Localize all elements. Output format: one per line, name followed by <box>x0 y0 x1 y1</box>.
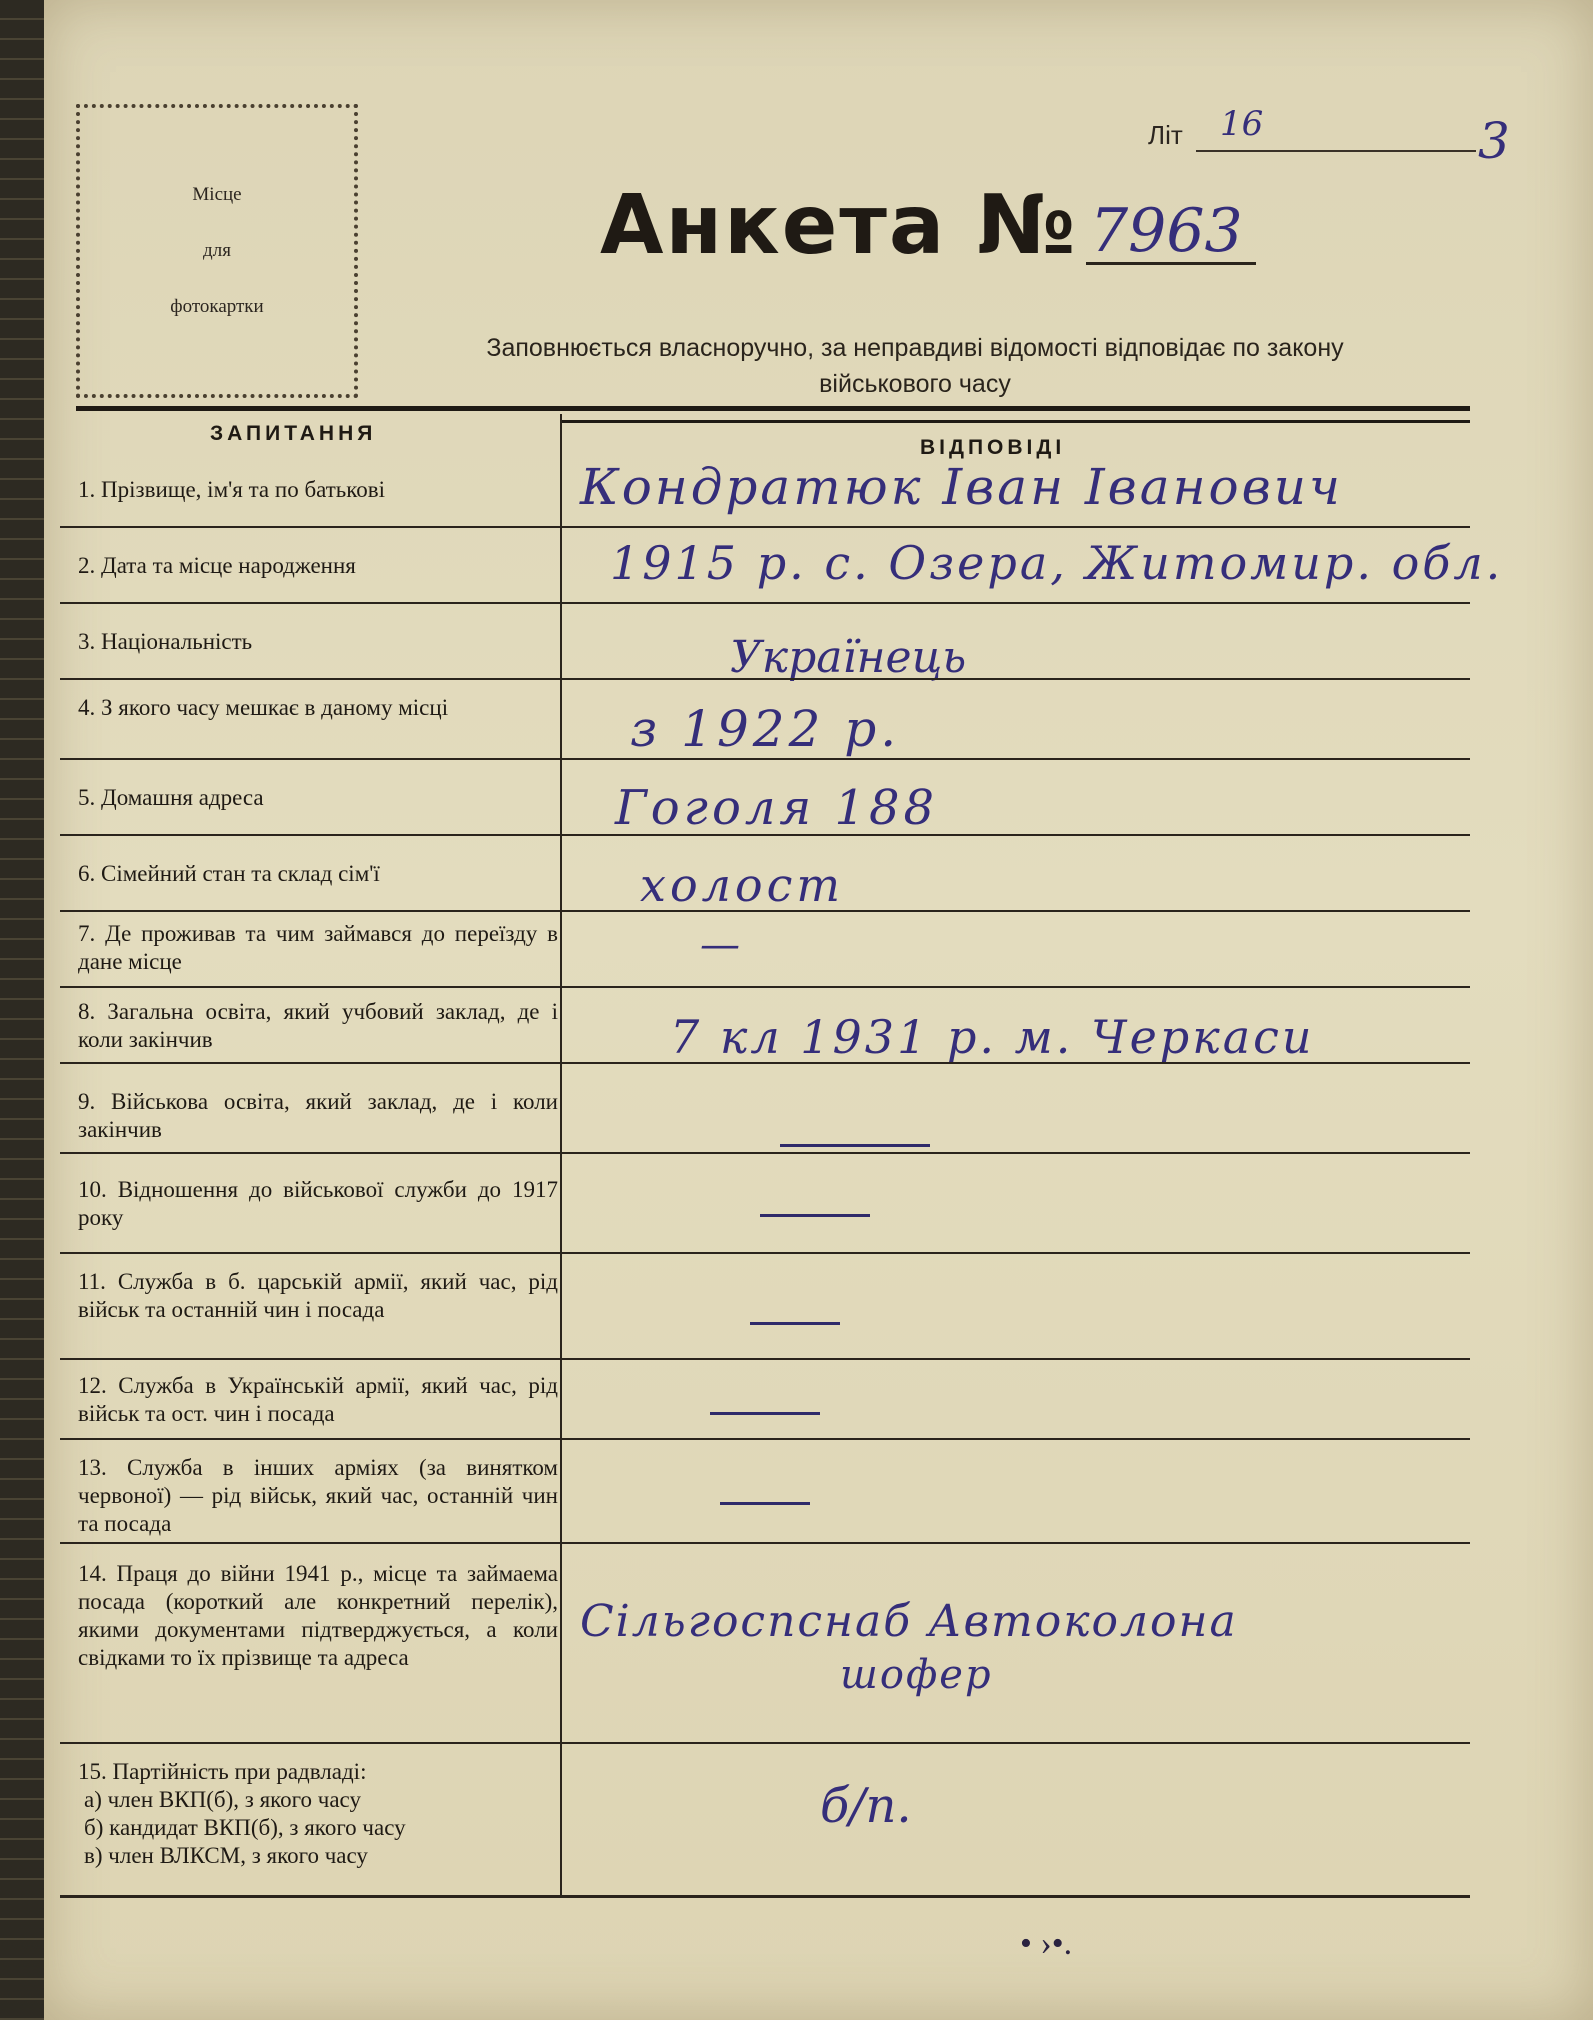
answer-residence-since: з 1922 р. <box>630 700 901 758</box>
lit-label: Літ <box>1148 120 1183 150</box>
page-title: Анкета № <box>600 178 1078 273</box>
table-row-2 <box>60 528 1504 604</box>
form-number-underline <box>1086 262 1256 265</box>
answer-blank-dash <box>760 1214 870 1217</box>
question-6: 6. Сімейний стан та склад сім'ї <box>78 861 380 886</box>
lit-underline <box>1196 150 1476 152</box>
answer-address: Гоголя 188 <box>615 780 939 836</box>
table-row-9 <box>60 1064 1470 1154</box>
answer-birth: 1915 р. с. Озера, Житомир. обл. <box>610 536 1504 590</box>
question-4: 4. З якого часу мешкає в даному місці <box>78 695 449 720</box>
table-row-11 <box>60 1254 1470 1360</box>
answer-name: Кондратюк Іван Іванович <box>580 458 1344 516</box>
answer-party: б/п. <box>820 1778 912 1834</box>
column-header-questions: ЗАПИТАННЯ <box>210 422 377 445</box>
answer-blank-dash <box>750 1322 840 1325</box>
answer-education: 7 кл 1931 р. м. Черкаси <box>670 1010 1315 1064</box>
question-15-b: б) кандидат ВКП(б), з якого часу <box>84 1815 406 1840</box>
question-1: 1. Прізвище, ім'я та по батькові <box>78 477 386 502</box>
table-row-6 <box>60 836 1470 912</box>
answer-previous-residence: — <box>700 922 740 968</box>
question-9: 9. Військова освіта, який заклад, де і коли закінчив <box>78 1089 558 1142</box>
lit-value: 16 <box>1220 104 1264 144</box>
question-5: 5. Домашня адреса <box>78 785 264 810</box>
question-11: 11. Служба в б. царській армії, який час, рід військ та останній чин і посада <box>78 1269 558 1322</box>
binder-edge <box>0 0 44 2020</box>
question-14: 14. Праця до війни 1941 р., місце та займаема посада (короткий але конкретний перелік), якими документами підтверджується, а коли свідками то їх прізвище та адреса <box>78 1561 558 1670</box>
ink-smudge: • ›•. <box>1020 1925 1073 1962</box>
question-15-title: 15. Партійність при радвладі: <box>78 1759 367 1784</box>
corner-number: 3 <box>1478 112 1510 170</box>
form-number: 7963 <box>1090 196 1243 266</box>
table-row-3 <box>60 604 1470 683</box>
question-15-c: в) член ВЛКСМ, з якого часу <box>84 1843 368 1868</box>
answer-blank-dash <box>720 1502 810 1505</box>
subtitle <box>380 330 1450 402</box>
table-row-8 <box>60 988 1470 1064</box>
table-row-7 <box>60 912 1470 988</box>
question-15 <box>78 1758 558 1870</box>
row-rule <box>60 1895 1470 1898</box>
question-12: 12. Служба в Українській армії, який час, рід військ та ост. чин і посада <box>78 1373 558 1426</box>
photo-label-1: Місце <box>192 184 242 205</box>
table-row-15 <box>60 1744 1470 1898</box>
question-15-a: а) член ВКП(б), з якого часу <box>84 1787 361 1812</box>
answer-marital: холост <box>640 858 845 912</box>
table-row-5 <box>60 760 1470 836</box>
question-2: 2. Дата та місце народження <box>78 553 356 578</box>
answer-nationality: Українець <box>730 632 967 683</box>
subtitle-line-2: військового часу <box>819 370 1011 398</box>
table-row-13 <box>60 1440 1470 1544</box>
subtitle-line-1: Заповнюється власноручно, за неправдиві відомості відповідає по закону <box>486 334 1344 362</box>
column-header-answers: ВІДПОВІДІ <box>920 436 1066 459</box>
header-rule-answers <box>560 420 1470 423</box>
answer-work: Сільгоспснаб Автоколона <box>580 1596 1238 1647</box>
table-row-12 <box>60 1360 1470 1440</box>
photo-label-2: для <box>203 240 231 261</box>
question-3: 3. Національність <box>78 629 253 654</box>
answer-blank-dash <box>780 1144 930 1147</box>
header-rule-top <box>76 406 1470 411</box>
table-row-1 <box>60 452 1470 528</box>
question-10: 10. Відношення до військової служби до 1917 року <box>78 1177 558 1230</box>
answer-blank-dash <box>710 1412 820 1415</box>
table-row-4 <box>60 680 1470 760</box>
answer-position: шофер <box>840 1652 993 1698</box>
question-7: 7. Де проживав та чим займався до переїзду в дане місце <box>78 921 558 974</box>
question-13: 13. Служба в інших арміях (за винятком червоної) — рід військ, який час, останній чин та посада <box>78 1455 558 1536</box>
question-8: 8. Загальна освіта, який учбовий заклад, де і коли закінчив <box>78 999 558 1052</box>
photo-label-3: фотокартки <box>170 296 264 317</box>
photo-placeholder <box>76 104 358 398</box>
table-row-10 <box>60 1154 1470 1254</box>
table-row-14 <box>60 1544 1470 1744</box>
